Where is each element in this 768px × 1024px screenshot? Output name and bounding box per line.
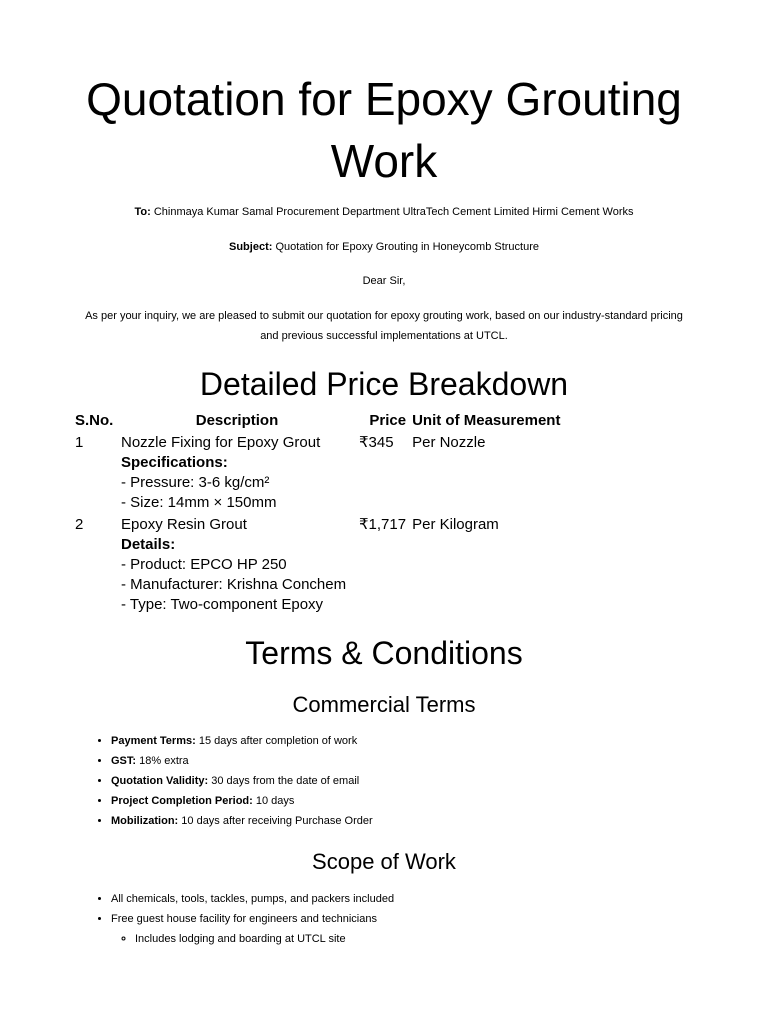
row-unit: Per Kilogram <box>412 516 499 533</box>
list-item <box>111 811 373 831</box>
row-detail: - Type: Two-component Epoxy <box>121 596 324 613</box>
row-price: ₹1,717 <box>359 516 407 533</box>
to-label: To: <box>134 206 151 218</box>
row-details-title: Specifications: <box>121 454 228 471</box>
list-item: ◦ Includes lodging and boarding at UTCL site <box>135 929 394 949</box>
table-row <box>72 514 575 616</box>
intro-paragraph: As per your inquiry, we are pleased to submit our quotation for epoxy grouting work, based on our industry-standard pricing and previous successful implementations at UTCL. <box>85 310 683 342</box>
recipient-text: Chinmaya Kumar Samal Procurement Department UltraTech Cement Limited Hirmi Cement Works <box>153 206 634 218</box>
term-value: 15 days after completion of work <box>198 735 358 747</box>
subject-label: Subject: <box>229 241 273 253</box>
term-label: Quotation Validity: <box>111 775 209 787</box>
row-detail: - Pressure: 3-6 kg/cm² <box>121 474 270 491</box>
commercial-terms-list <box>96 731 373 831</box>
column-header-sno: S.No. <box>75 412 114 429</box>
row-detail: - Size: 14mm × 150mm <box>121 494 277 511</box>
subject-line <box>40 237 728 257</box>
row-details-title: Details: <box>121 536 176 553</box>
table-row <box>72 432 575 514</box>
subject-text: Quotation for Epoxy Grouting in Honeycomb Structure <box>275 241 539 253</box>
row-description: Epoxy Resin Grout <box>121 516 247 533</box>
term-value: 30 days from the date of email <box>211 775 360 787</box>
row-description: Nozzle Fixing for Epoxy Grout <box>121 434 321 451</box>
term-value: 10 days <box>255 795 295 807</box>
row-sno: 2 <box>75 516 84 533</box>
list-item <box>111 771 373 791</box>
scope-item-text: Free guest house facility for engineers and technicians <box>111 913 377 925</box>
column-header-price: Price <box>369 412 407 429</box>
list-item <box>111 751 373 771</box>
page-title: Quotation for Epoxy Grouting Work <box>86 73 682 187</box>
price-table <box>72 410 575 616</box>
term-value: 10 days after receiving Purchase Order <box>181 815 373 827</box>
terms-heading: Terms & Conditions <box>245 635 523 671</box>
row-description-cell <box>118 514 356 616</box>
term-label: GST: <box>111 755 137 767</box>
term-label: Payment Terms: <box>111 735 196 747</box>
list-item <box>111 909 394 949</box>
price-table-header-row <box>72 410 575 432</box>
commercial-terms-heading: Commercial Terms <box>292 692 476 717</box>
term-label: Project Completion Period: <box>111 795 253 807</box>
column-header-unit: Unit of Measurement <box>412 412 561 429</box>
price-breakdown-heading: Detailed Price Breakdown <box>199 366 569 402</box>
list-item: • All chemicals, tools, tackles, pumps, and packers included <box>111 889 394 909</box>
row-detail: - Product: EPCO HP 250 <box>121 556 287 573</box>
row-sno: 1 <box>75 434 84 451</box>
scope-of-work-heading: Scope of Work <box>312 849 456 874</box>
greeting: Dear Sir, <box>362 275 406 287</box>
list-item <box>111 731 373 751</box>
row-detail: - Manufacturer: Krishna Conchem <box>121 576 347 593</box>
list-item <box>111 791 373 811</box>
row-description-cell <box>118 432 356 514</box>
scope-sub-list <box>111 929 394 949</box>
term-label: Mobilization: <box>111 815 179 827</box>
scope-of-work-list <box>96 889 394 949</box>
row-unit: Per Nozzle <box>412 434 486 451</box>
column-header-description: Description <box>195 412 279 429</box>
recipient-line <box>40 202 728 222</box>
row-price: ₹345 <box>359 434 394 451</box>
term-value: 18% extra <box>139 755 189 767</box>
